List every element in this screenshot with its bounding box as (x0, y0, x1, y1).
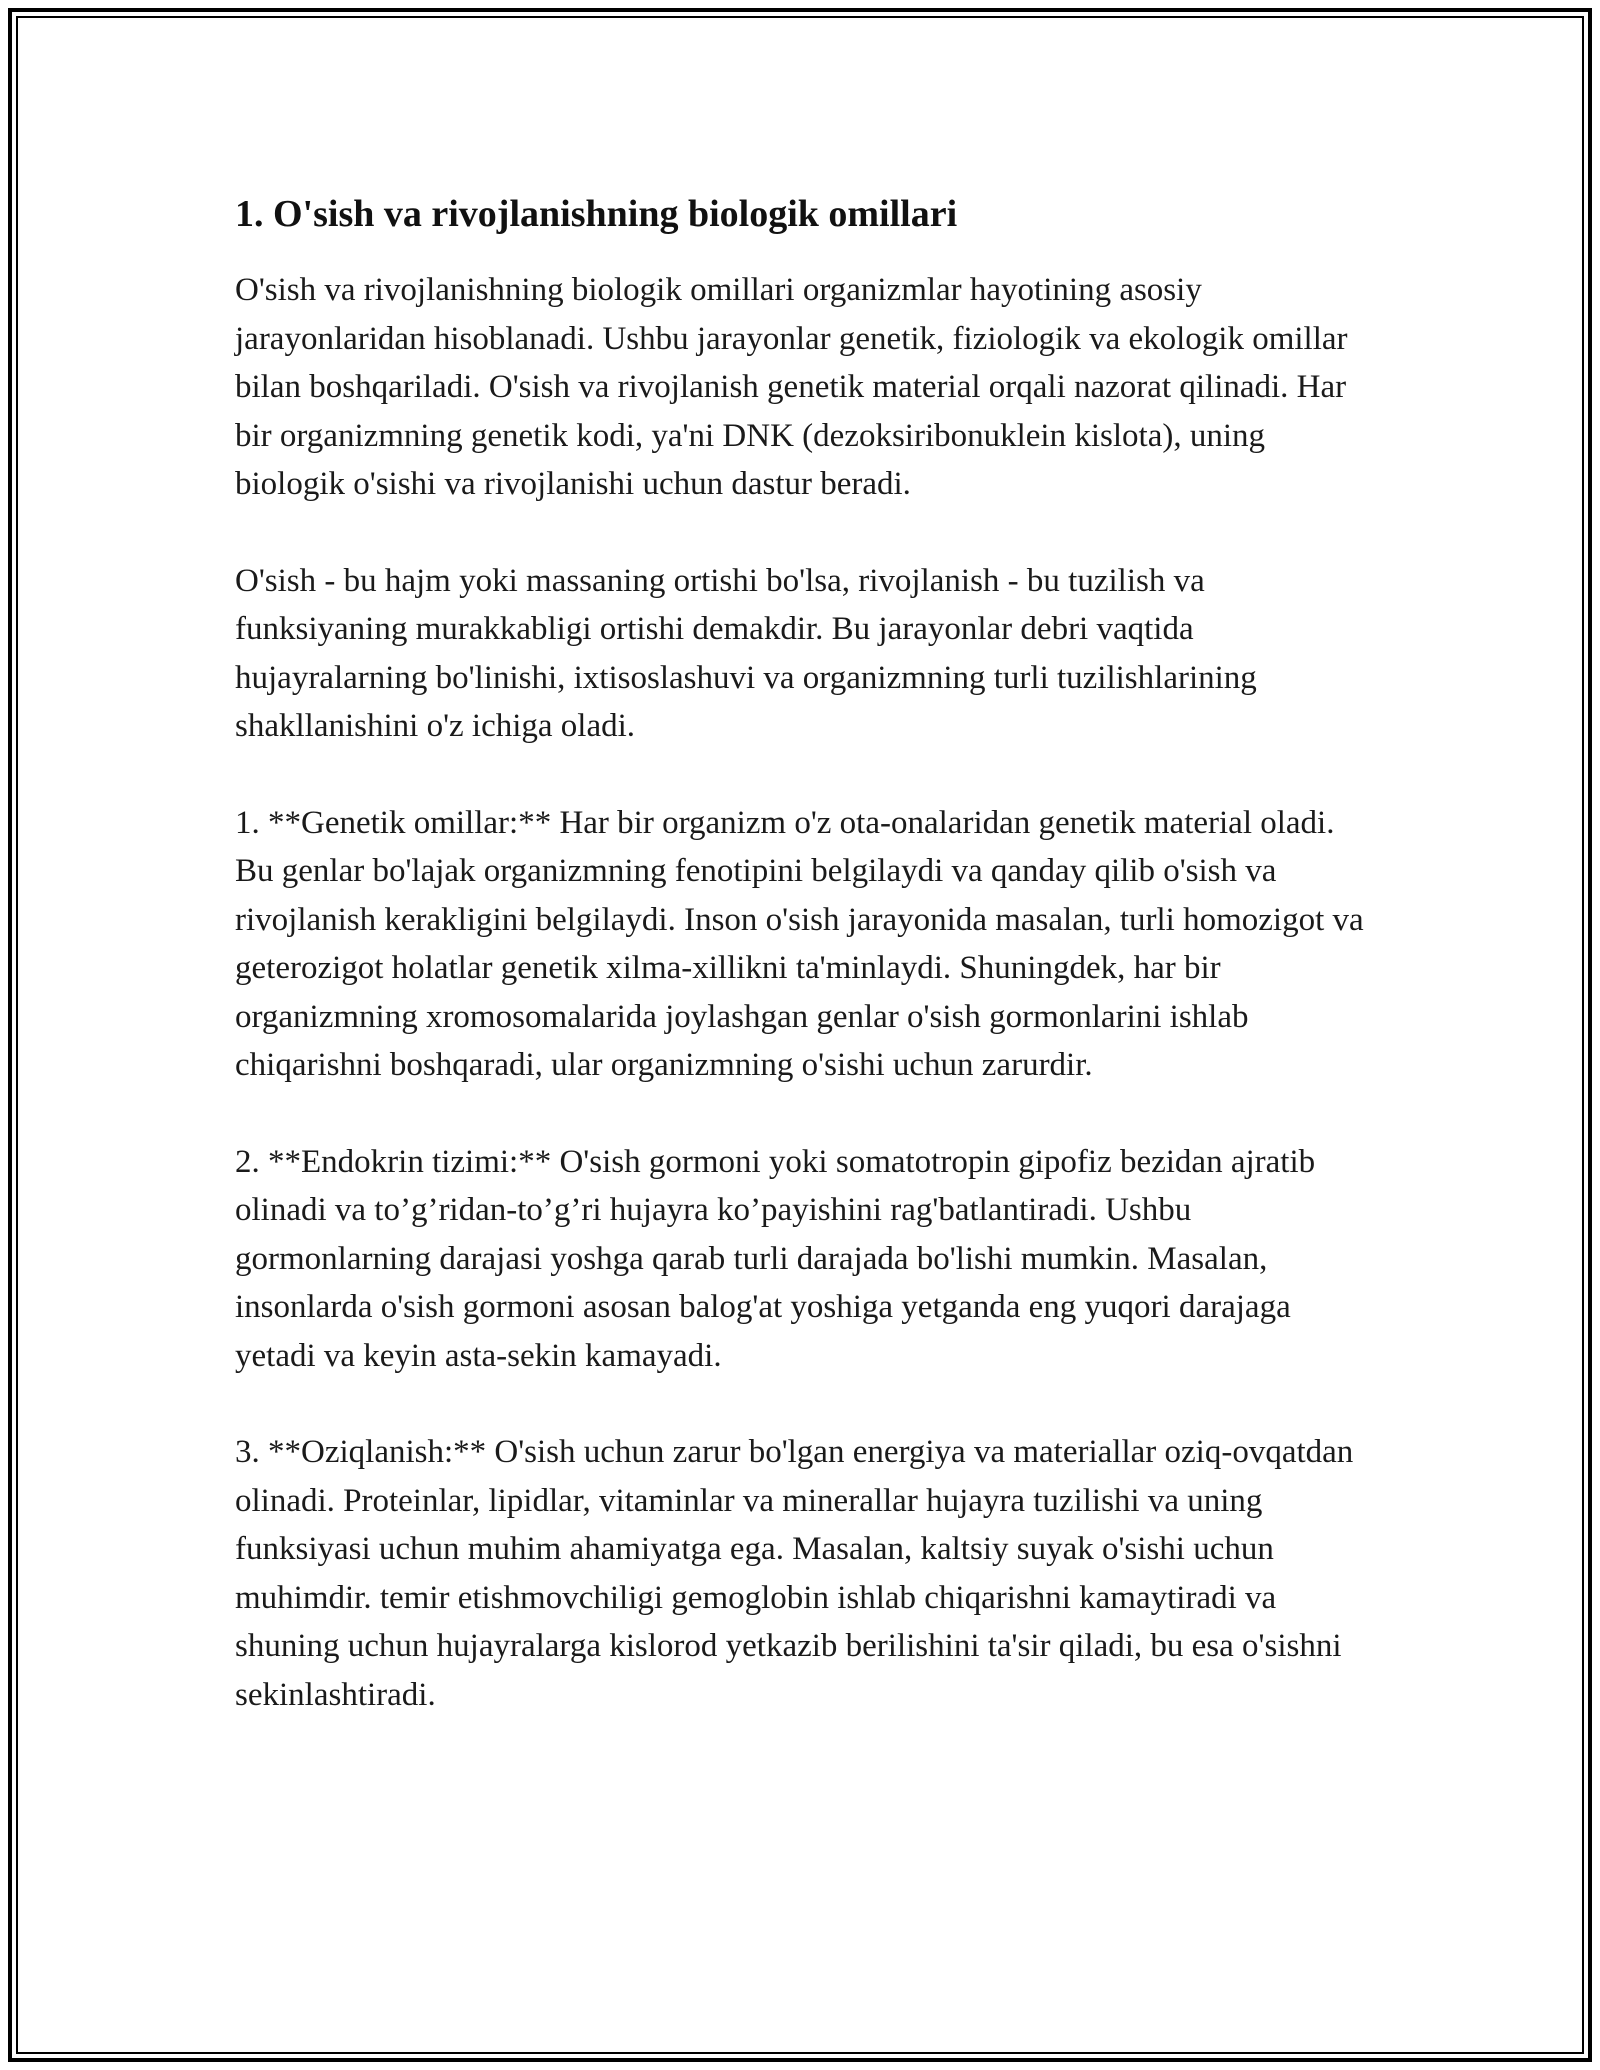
nutrition-paragraph: 3. **Oziqlanish:** O'sish uchun zarur bo'lgan energiya va materiallar oziq-ovqatdan olinadi. Proteinlar, lipidlar, vitaminlar va minerallar hujayra tuzilishi va uning funksiyasi uchun muhim ahamiyatga ega. Masalan, kaltsiy suyak o'sishi uchun muhimdir. temir etishmovchiligi gemoglobin ishlab chiqarishni kamaytiradi va shuning uchun hujayralarga kislorod yetkazib berilishini ta'sir qiladi, bu esa o'sishni sekinlashtiradi. (235, 1434, 1354, 1713)
genetic-factors-paragraph: 1. **Genetik omillar:** Har bir organizm o'z ota-onalaridan genetik material oladi. Bu genlar bo'lajak organizmning fenotipini belgilaydi va qanday qilib o'sish va rivojlanish kerakligini belgilaydi. Inson o'sish jarayonida masalan, turli homozigot va geterozigot holatlar genetik xilma-xillikni ta'minlaydi. Shuningdek, har bir organizmning xromosomalarida joylashgan genlar o'sish gormonlarini ishlab chiqarishni boshqaradi, ular organizmning o'sishi uchun zarurdir. (235, 804, 1364, 1083)
intro-paragraph: O'sish va rivojlanishning biologik omillari organizmlar hayotining asosiy jarayonlaridan hisoblanadi. Ushbu jarayonlar genetik, fiziologik va ekologik omillar bilan boshqariladi. O'sish va rivojlanish genetik material orqali nazorat qilinadi. Har bir organizmning genetik kodi, ya'ni DNK (dezoksiribonuklein kislota), uning biologik o'sishi va rivojlanishi uchun dastur beradi. (235, 272, 1348, 502)
document-body (235, 190, 1375, 1767)
definition-paragraph: O'sish - bu hajm yoki massaning ortishi bo'lsa, rivojlanish - bu tuzilish va funksiyaning murakkabligi ortishi demakdir. Bu jarayonlar debri vaqtida hujayralarning bo'linishi, ixtisoslashuvi va organizmning turli tuzilishlarining shakllanishini o'z ichiga oladi. (235, 562, 1257, 744)
document-title: 1. O'sish va rivojlanishning biologik omillari (235, 193, 958, 235)
endocrine-system-paragraph: 2. **Endokrin tizimi:** O'sish gormoni yoki somatotropin gipofiz bezidan ajratib olinadi va to’g’ridan-to’g’ri hujayra ko’payishini rag'batlantiradi. Ushbu gormonlarning darajasi yoshga qarab turli darajada bo'lishi mumkin. Masalan, insonlarda o'sish gormoni asosan balog'at yoshiga yetganda eng yuqori darajaga yetadi va keyin asta-sekin kamayadi. (235, 1143, 1316, 1374)
